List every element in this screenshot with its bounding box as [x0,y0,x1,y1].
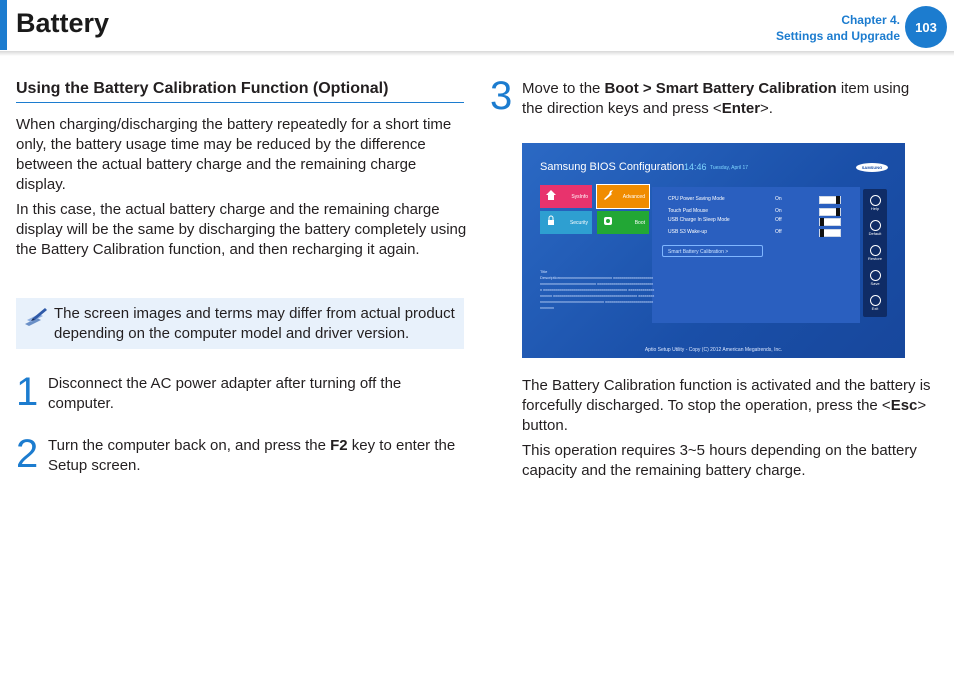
bios-option-value: On [775,208,782,214]
esc-paragraph-post: > button. [522,397,927,434]
bios-footer: Aptio Setup Utility - Copy (C) 2012 American Megatrends, Inc. [644,347,783,353]
bios-option-toggle[interactable] [819,208,841,216]
bios-time: 14:46 [684,162,707,172]
bios-save-button[interactable] [868,270,882,286]
intro-paragraph: When charging/discharging the battery repeatedly for a short time only, the battery usage time may be reduced by the difference between the actual battery charge and the remaining charge display. [16,116,452,193]
bios-option-toggle[interactable] [819,229,841,237]
default-icon [870,220,881,231]
step-3-key: Enter [721,100,761,117]
explanation-paragraph: In this case, the actual battery charge and the remaining charge display will be the same by discharging the battery completely using the Battery Calibration function, and then recharging it again. [16,201,467,258]
bios-tile-label: Advanced [622,194,645,200]
bios-restore-button[interactable] [868,245,883,261]
bios-side-label: Exit [871,306,879,311]
bios-tile-label: SysInfo [571,194,588,200]
chapter-number: Chapter 4. [841,13,900,27]
home-icon [545,189,557,201]
bios-default-button[interactable] [868,220,882,236]
step-2-text-pre: Turn the computer back on, and press the [48,437,331,454]
bios-option-value: Off [775,229,782,235]
bios-side-label: Help [870,206,880,211]
help-icon [870,195,881,206]
bios-option-value: On [775,196,782,202]
esc-key: Esc [890,397,918,414]
bios-date: Tuesday, April 17 [710,165,749,171]
page-number-badge: 103 [905,6,947,48]
note-box [16,298,464,349]
bios-side-label: Restore [868,256,883,261]
bios-exit-button[interactable] [868,295,882,311]
esc-paragraph-pre: The Battery Calibration function is activated and the battery is forcefully discharged. To stop the operation, press the < [522,377,931,414]
restore-icon [870,245,881,256]
bios-tile-advanced[interactable] [597,185,649,208]
bios-option-label: Touch Pad Mouse [668,208,709,214]
bios-side-label: Save [870,281,880,286]
exit-icon [870,295,881,306]
bios-title: Samsung BIOS Configuration [540,161,685,173]
step-3-text [522,79,932,119]
boot-icon [602,215,614,227]
bios-option-toggle[interactable] [819,196,841,204]
step-3-text-pre: Move to the [522,80,605,97]
bios-tile-sysinfo[interactable] [540,185,592,208]
note-text: The screen images and terms may differ from actual product depending on the computer model and driver version. [54,305,455,342]
step-1-number: 1 [16,370,39,414]
bios-options-panel [652,187,860,323]
page-title: Battery [16,8,110,38]
save-icon [870,270,881,281]
bios-option-label: USB Charge In Sleep Mode [668,217,730,223]
chapter-label [776,12,900,44]
samsung-logo: SAMSUNG [856,163,888,172]
step-3-number: 3 [490,74,513,118]
step-1-text: Disconnect the AC power adapter after turning off the computer. [48,375,402,412]
smart-battery-calibration-button[interactable]: Smart Battery Calibration > [662,245,763,257]
bios-option-value: Off [775,217,782,223]
bios-tile-security[interactable] [540,211,592,234]
step-2-number: 2 [16,432,39,476]
bios-side-label: Default [868,231,882,236]
section-heading: Using the Battery Calibration Function (Optional) [16,80,464,103]
bios-tile-boot[interactable] [597,211,649,234]
step-2-key: F2 [330,437,348,454]
step-3-text-mid: item using the direction keys and press < [522,80,910,117]
bios-description [540,269,655,311]
note-pencil-icon [23,306,49,330]
header-accent-bar [0,0,7,50]
step-2-text [48,436,464,476]
wrench-icon [602,189,614,201]
duration-paragraph: This operation requires 3~5 hours depending on the battery capacity and the remaining battery charge. [522,442,917,479]
esc-paragraph [522,376,934,436]
bios-help-button[interactable] [868,195,882,211]
bios-option-label: CPU Power Saving Mode [668,196,725,202]
bios-tile-label: Boot [634,220,645,226]
bios-tile-label: Security [569,220,588,226]
bios-description-text: Descriptionxxxxxxxxxxxxxxxxxxxxxxxxxx xxxxxxxxxxxxxxxxxxxxxxxxxxxxxxxxxxxxxxxxxxxxxxxx xxxxxxxxxxxxxxxxxxxxxxxxxxxxx xxxxxxxxxxxxxxxxxxxxxxxxxxxxxxxxxxxxxxxxxx xxxxxxxxxxxxxxxxxxx xxxxxxxxxxxxxxxxxxxxxxxxxxxxxxxxxxxxxxxxxx xxxxxxxxxxxxxxxxxxxxxxxxxxxxxxxxxxxxxxxx xxxxxxxxxxxxxxxxxxxxxxxxxxxxxxx [540,275,655,310]
header-divider [0,51,954,56]
lock-icon [545,215,557,227]
step-3-menu-path: Boot > Smart Battery Calibration [604,80,837,97]
bios-description-title: Title [540,269,548,274]
bios-option-toggle[interactable] [819,218,841,226]
bios-side-toolbar [863,189,887,317]
step-3-text-post: >. [760,100,773,117]
chapter-title: Settings and Upgrade [775,29,900,43]
bios-option-label: USB S3 Wake-up [668,229,707,235]
step-2-text-post: key to enter the Setup screen. [48,437,456,474]
bios-screenshot [522,143,905,358]
